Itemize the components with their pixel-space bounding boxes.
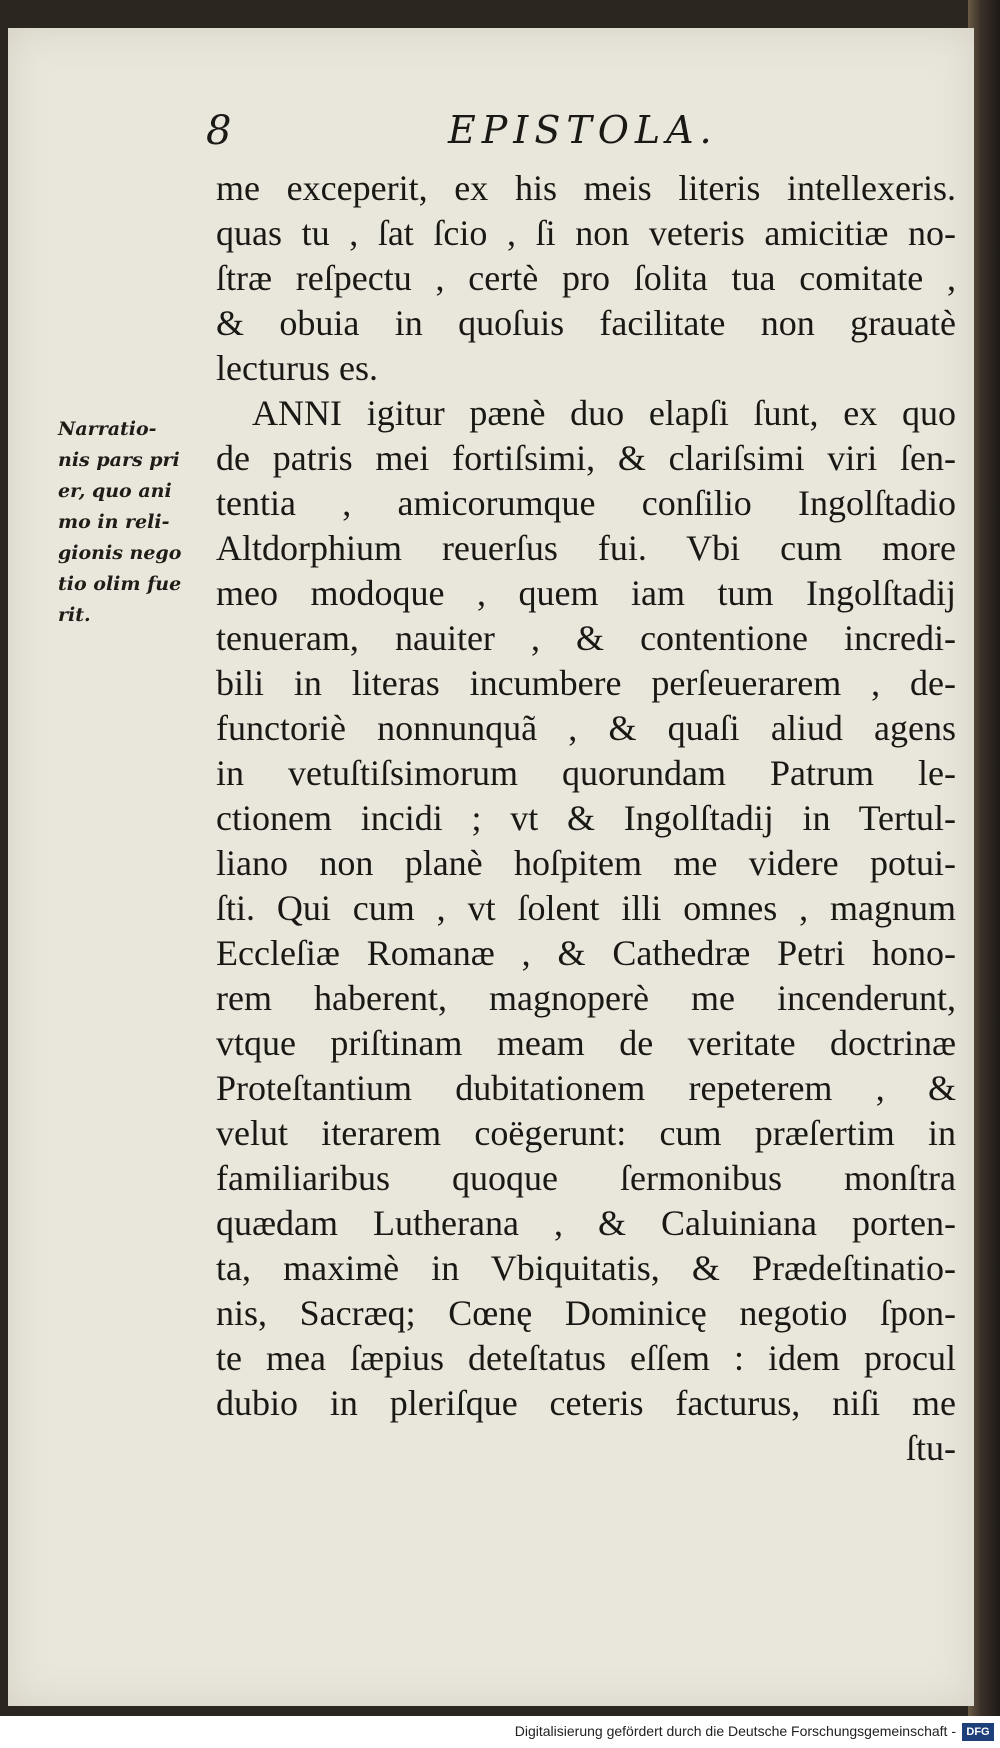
running-title: EPISTOLA. [448,108,718,152]
book-page [8,28,974,1706]
dfg-logo-icon: DFG [962,1723,994,1741]
marginal-note-line: Narratio- [58,418,157,440]
text-line: Altdorphium reuerſus fui. Vbi cum more [216,528,956,568]
footer-bar [0,1716,1000,1748]
page-number: 8 [206,108,232,154]
marginal-note-line: tio olim fue [58,573,182,595]
text-line: liano non planè hoſpitem me videre potui- [216,843,956,883]
text-line: meo modoque , quem iam tum Ingolſtadij [216,573,956,613]
catchword: ſtu- [906,1428,956,1468]
marginal-note-line: gionis nego [58,542,182,564]
marginal-note-line: rit. [58,604,91,626]
marginal-note-line: mo in reli- [58,511,170,533]
text-line: tentia , amicorumque conſilio Ingolſtadio [216,483,956,523]
body-text [216,166,956,1471]
text-line: tenueram, nauiter , & contentione incredi- [216,618,956,658]
text-line: de patris mei fortiſsimi, & clariſsimi viri ſen- [216,438,956,478]
text-line: ta, maximè in Vbiquitatis, & Prædeſtinatio- [216,1248,956,1288]
text-line: vtque priſtinam meam de veritate doctrinæ [216,1023,956,1063]
marginal-note [58,414,218,631]
marginal-note-line: er, quo ani [58,480,172,502]
text-line: & obuia in quoſuis facilitate non grauatè [216,303,956,343]
text-line: ſti. Qui cum , vt ſolent illi omnes , magnum [216,888,956,928]
funding-credit: Digitalisierung gefördert durch die Deutsche Forschungsgemeinschaft - [514,1723,956,1739]
text-line: nis, Sacræq; Cœnę Dominicę negotio ſpon- [216,1293,956,1333]
page-header [8,108,974,168]
text-line: lecturus es. [216,348,378,388]
text-line: familiaribus quoque ſermonibus monſtra [216,1158,956,1198]
text-line: quædam Lutherana , & Caluiniana porten- [216,1203,956,1243]
text-line: ctionem incidi ; vt & Ingolſtadij in Tertul- [216,798,956,838]
text-line: te mea ſæpius deteſtatus eſſem : idem procul [216,1338,956,1378]
text-line: Eccleſiæ Romanæ , & Cathedræ Petri hono- [216,933,956,973]
marginal-note-line: nis pars pri [58,449,180,471]
text-line: velut iterarem coëgerunt: cum præſertim in [216,1113,956,1153]
text-line: me exceperit, ex his meis literis intellexeris. [216,168,956,208]
text-line: bili in literas incumbere perſeuerarem , de- [216,663,956,703]
text-line: Proteſtantium dubitationem repeterem , & [216,1068,956,1108]
text-line: rem haberent, magnoperè me incenderunt, [216,978,956,1018]
text-line: in vetuſtiſsimorum quorundam Patrum le- [216,753,956,793]
text-line: dubio in pleriſque ceteris facturus, niſi me [216,1383,956,1423]
text-line: ANNI igitur pænè duo elapſi ſunt, ex quo [252,393,956,433]
text-line: functoriè nonnunquã , & quaſi aliud agens [216,708,956,748]
text-line: quas tu , ſat ſcio , ſi non veteris amicitiæ no- [216,213,956,253]
text-line: ſtræ reſpectu , certè pro ſolita tua comitate , [216,258,956,298]
